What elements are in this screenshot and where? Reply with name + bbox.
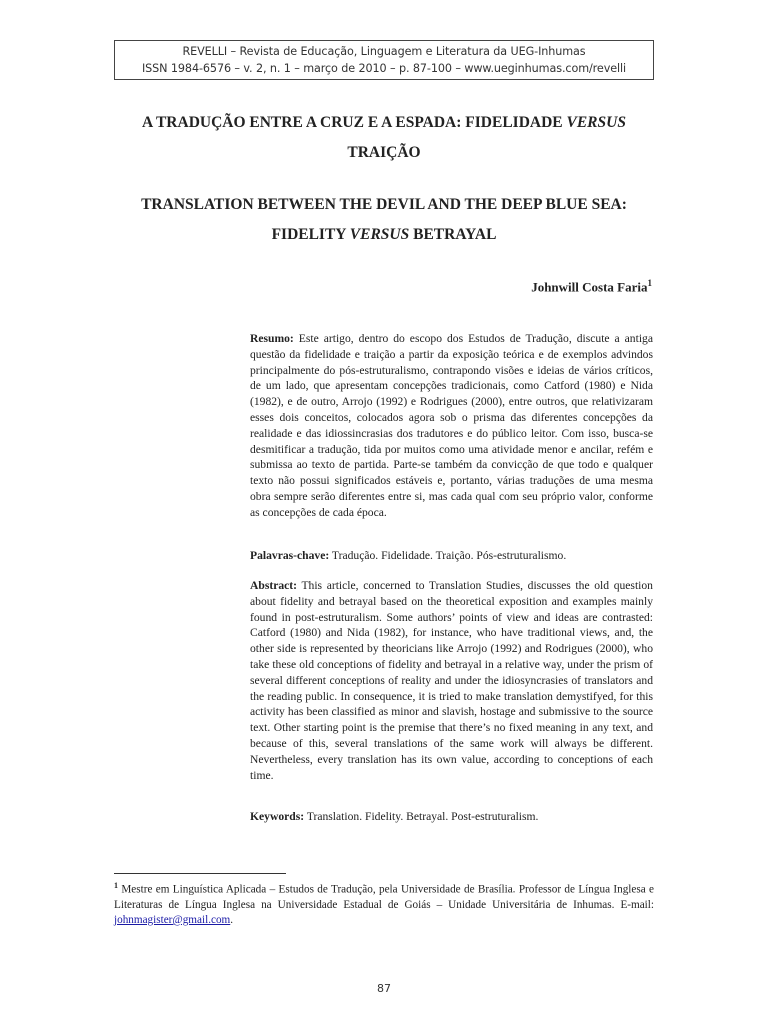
keywords-label: Keywords: bbox=[250, 810, 305, 823]
footnote-mark: 1 bbox=[114, 881, 118, 890]
title-english bbox=[80, 190, 688, 250]
journal-header-line1: REVELLI – Revista de Educação, Linguagem e Literatura da UEG-Inhumas bbox=[182, 45, 586, 58]
author bbox=[531, 278, 652, 295]
resumo-text: Este artigo, dentro do escopo dos Estudos de Tradução, discute a antiga questão da fidelidade e traição a partir da exposição teórica e de exemplos advindos principalmente do pós-estruturalismo, contrapondo visões e ideias de vários críticos, de um lado, que apresentam concepções tradicionais, como Catford (1980) e Nida (1982), e de outro, Arrojo (1992) e Rodrigues (2000), entre outros, que relativizaram esses dois conceitos, colocados agora sob o prisma das diferentes concepções da realidade e das idiossincrasias dos tradutores e do público leitor. Com isso, busca-se desmitificar a tradução, tida por muitos como uma atividade menor e ancilar, refém e submissa ao texto de partida. Parte-se também da convicção de que todo e qualquer texto não possui significados estáveis e, portanto, várias traduções de uma mesma obra sempre serão diferentes entre si, mas cada qual com seu próprio valor, conforme as concepções de cada época. bbox=[250, 332, 653, 519]
keywords bbox=[250, 809, 653, 825]
title-pt-part1: A TRADUÇÃO ENTRE A CRUZ E A ESPADA: FIDELIDADE bbox=[142, 114, 567, 131]
title-en-part2a: FIDELITY bbox=[271, 226, 350, 243]
footnote-end: . bbox=[230, 913, 234, 926]
resumo-label: Resumo: bbox=[250, 332, 294, 345]
resumo bbox=[250, 331, 653, 521]
footnote-divider bbox=[114, 873, 286, 874]
title-pt-part2: TRAIÇÃO bbox=[347, 144, 421, 161]
footnote bbox=[114, 878, 654, 928]
title-pt-italic: VERSUS bbox=[566, 114, 626, 131]
title-en-part1: TRANSLATION BETWEEN THE DEVIL AND THE DEEP BLUE SEA: bbox=[141, 196, 627, 213]
palavras-chave-text: Tradução. Fidelidade. Traição. Pós-estruturalismo. bbox=[331, 549, 567, 562]
abstract-label: Abstract: bbox=[250, 579, 298, 592]
title-en-part2b: BETRAYAL bbox=[409, 226, 497, 243]
journal-header-line2: ISSN 1984-6576 – v. 2, n. 1 – março de 2010 – p. 87-100 – www.ueginhumas.com/revelli bbox=[141, 62, 627, 75]
email-link[interactable]: johnmagister@gmail.com bbox=[114, 913, 231, 926]
footnote-text: Mestre em Linguística Aplicada – Estudos de Tradução, pela Universidade de Brasília. Professor de Língua Inglesa e Literaturas de Língua Inglesa na Universidade Estadual de Goiás – Unidade Universitária de Inhumas. E-mail: bbox=[114, 883, 654, 911]
keywords-text: Translation. Fidelity. Betrayal. Post-estruturalism. bbox=[306, 810, 539, 823]
page-number: 87 bbox=[377, 982, 391, 995]
author-footnote-mark: 1 bbox=[647, 278, 652, 288]
title-en-italic: VERSUS bbox=[349, 226, 410, 243]
journal-header bbox=[114, 40, 654, 80]
title-portuguese bbox=[80, 108, 688, 168]
abstract bbox=[250, 578, 653, 783]
palavras-chave bbox=[250, 548, 653, 564]
author-name: Johnwill Costa Faria bbox=[531, 279, 648, 295]
abstract-text: This article, concerned to Translation Studies, discusses the old question about fidelity and betrayal based on the theoretical exposition and examples mainly found in post-estruturalism. Some authors’ points of view and ideas are contrasted: Catford (1980) and Nida (1982), for instance, who have traditional views, and, the other side is represented by theoricians like Arrojo (1992) and Rodrigues (2000), who take these old conceptions of fidelity and betrayal in a relative way, under the prism of several different conceptions of reality and under the idiosyncrasies of translators and the reading public. In consequence, it is tried to make translation demystifyed, for this activity has been classified as minor and slavish, hostage and submissive to the source text. Other starting point is the premise that there’s no fixed meaning in any text, and because of this, several translations of the same work will always be different. Nevertheless, every translation has its own value, according to conceptions of each time. bbox=[250, 579, 653, 782]
palavras-chave-label: Palavras-chave: bbox=[250, 549, 330, 562]
